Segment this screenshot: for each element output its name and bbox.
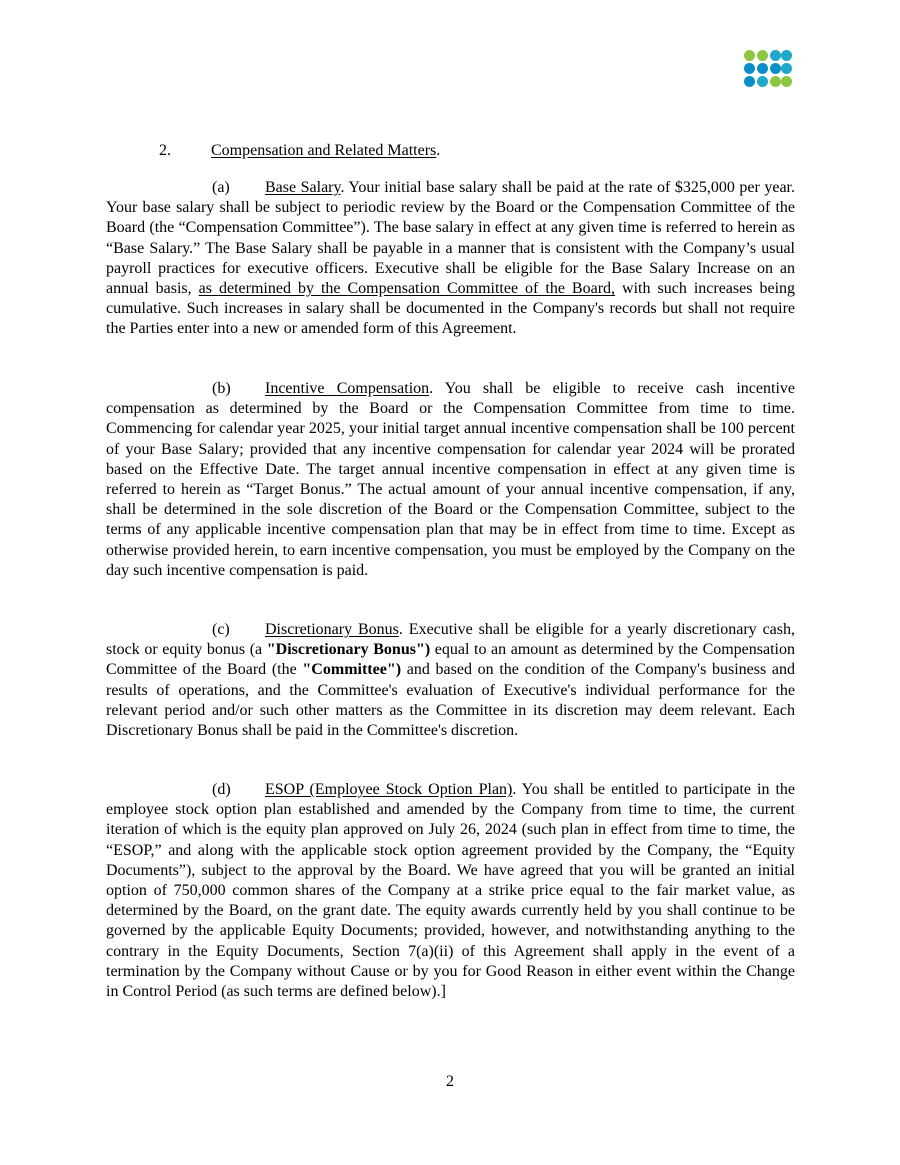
- paragraph-text: with such increases being cumulative. Such increases in salary shall be documented in the Company's records but shall not require the Parties enter into a new or amended form of this Agreement.: [106, 280, 796, 338]
- paragraph-discretionary-bonus: [106, 620, 795, 741]
- logo-dot: [744, 76, 755, 87]
- paragraph-label: (a): [212, 179, 230, 196]
- paragraph-title: Base Salary: [265, 179, 341, 196]
- paragraph-bold-term: "Committee"): [302, 661, 402, 679]
- section-title-end: .: [436, 142, 441, 159]
- paragraph-text: equal to an amount as determined by the Compensation Committee of the Board (the: [106, 641, 796, 679]
- paragraph-underlined-text: as determined by the Compensation Committee of the Board,: [198, 280, 616, 298]
- paragraph-title: Discretionary Bonus: [265, 621, 399, 638]
- paragraph-esop: [106, 780, 795, 1002]
- paragraph-label: (c): [212, 621, 230, 638]
- paragraph-label: (b): [212, 380, 231, 397]
- paragraph-text: and based on the condition of the Company's business and results of operations, and the Committee's evaluation of Executive's individual performance for the relevant period and/or such other matters as the Committee in its discretion may deem relevant. Each Discretionary Bonus shall be paid in the Committee's discretion.: [106, 661, 796, 740]
- paragraph-base-salary: [106, 178, 795, 340]
- section-number: 2.: [159, 142, 171, 159]
- logo-dot: [757, 50, 768, 61]
- paragraph-incentive-compensation: [106, 379, 795, 581]
- logo-dot: [781, 50, 792, 61]
- section-heading: [106, 141, 795, 161]
- section-title: Compensation and Related Matters: [211, 142, 437, 159]
- dot-grid-logo-icon: [744, 50, 792, 98]
- logo-dot: [744, 50, 755, 61]
- logo-dot: [757, 63, 768, 74]
- paragraph-text: . You shall be eligible to receive cash incentive compensation as determined by the Board or the Compensation Committee from time to time. Commencing for calendar year 2025, your initial target annual incentive compensation shall be 100 percent of your Base Salary; provided that any incentive compensation for calendar year 2024 will be prorated based on the Effective Date. The target annual incentive compensation in effect at any given time is referred to herein as “Target Bonus.” The actual amount of your annual incentive compensation, if any, shall be determined in the sole discretion of the Board or the Compensation Committee, subject to the terms of any applicable incentive compensation plan that may be in effect from time to time. Except as otherwise provided herein, to earn incentive compensation, you must be employed by the Company on the day such incentive compensation is paid.: [106, 380, 796, 579]
- paragraph-text: . You shall be entitled to participate in the employee stock option plan established and amended by the Company from time to time, the current iteration of which is the equity plan approved on July 26, 2024 (such plan in effect from time to time, the “ESOP,” and along with the applicable stock option agreement provided by the Company, the “Equity Documents”), subject to the approval by the Board. We have agreed that you will be granted an initial option of 750,000 common shares of the Company at a strike price equal to the fair market value, as determined by the Board, on the grant date. The equity awards currently held by you shall continue to be governed by the applicable Equity Documents; provided, however, and notwithstanding anything to the contrary in the Equity Documents, Section 7(a)(ii) of this Agreement shall apply in the event of a termination by the Company without Cause or by you for Good Reason in either event within the Change in Control Period (as such terms are defined below).]: [106, 781, 795, 1001]
- logo-dot: [744, 63, 755, 74]
- page-number: 2: [446, 1073, 454, 1090]
- paragraph-label: (d): [212, 781, 231, 798]
- logo-dot: [770, 50, 781, 61]
- logo-dot: [757, 76, 768, 87]
- logo-dot: [781, 76, 792, 87]
- paragraph-title: Incentive Compensation: [265, 380, 430, 397]
- logo-dot: [781, 63, 792, 74]
- paragraph-text: . Your initial base salary shall be paid at the rate of $325,000 per year. Your base salary shall be subject to periodic review by the Board or the Compensation Committee of the Board (the “Compensation Committee”). The base salary in effect at any given time is referred to herein as “Base Salary.” The Base Salary shall be payable in a manner that is consistent with the Company’s usual payroll practices for executive officers. Executive shall be eligible for the Base Salary Increase on an annual basis,: [106, 179, 796, 298]
- logo-dot: [770, 63, 781, 74]
- paragraph-title: ESOP (Employee Stock Option Plan): [265, 781, 513, 798]
- paragraph-text: . Executive shall be eligible for a yearly discretionary cash, stock or equity bonus (a: [106, 621, 795, 659]
- paragraph-bold-term: "Discretionary Bonus"): [266, 641, 431, 659]
- logo-dot: [770, 76, 781, 87]
